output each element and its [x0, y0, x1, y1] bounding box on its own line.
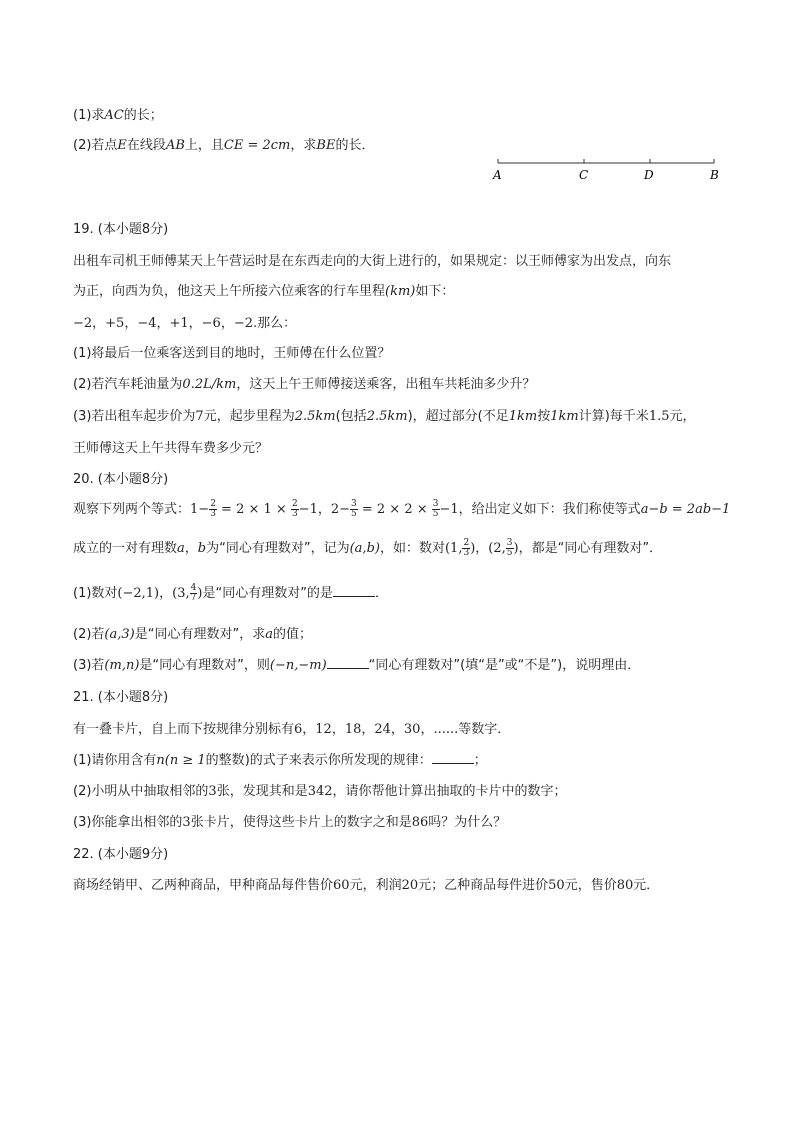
text: 元．: [633, 878, 660, 893]
math: (1,: [444, 541, 463, 556]
denominator: 3: [463, 548, 470, 558]
text: 元，起步里程为: [203, 409, 295, 424]
q19-sub3: [73, 405, 696, 424]
math: (−2,1): [117, 586, 160, 601]
text: ，请你帮他计算出抽取的卡片中的数字；: [332, 784, 567, 799]
text: ，: [184, 541, 198, 556]
fraction: [432, 500, 440, 519]
q22-header: 22. (本小题9分): [73, 847, 169, 862]
math: ): [470, 541, 476, 556]
q19-header: 19. (本小题8分): [73, 222, 169, 237]
q22-line1: [73, 874, 659, 893]
q21-line1: [73, 718, 510, 737]
q21-sub3: [73, 811, 506, 830]
numerator: 2: [210, 499, 216, 509]
text: 是“同心有理数对”的是: [202, 586, 333, 601]
label-c: C: [579, 168, 589, 182]
math-var: b: [197, 541, 207, 556]
text: 元，利润: [349, 878, 402, 893]
math: 0.2L/km: [182, 377, 237, 392]
text: (3)若出租车起步价为: [73, 409, 196, 424]
text: (2)若: [73, 627, 105, 642]
q18-part1: [73, 104, 163, 123]
text: ．: [374, 586, 388, 601]
q20-sub3: [73, 654, 640, 673]
text: 按: [537, 409, 551, 424]
q21-header: 21. (本小题8分): [73, 690, 169, 705]
text: 如下：: [415, 284, 455, 299]
text: ，都是“同心有理数对”．: [518, 541, 663, 556]
text: 吗？为什么？: [428, 815, 507, 830]
text: 为正，向西为负，他这天上午所接六位乘客的行车里程: [73, 284, 386, 299]
math: 342: [307, 784, 333, 799]
text: (填“是”或“不是”): [460, 658, 563, 673]
text: (1)求: [73, 108, 105, 123]
denominator: 5: [432, 509, 439, 519]
math: 6，12，18，24，30，......: [294, 722, 459, 737]
text: ，: [475, 541, 489, 556]
text: ，求: [290, 138, 317, 153]
q20-line2: [73, 537, 662, 558]
text: “同心有理数对”: [368, 658, 461, 673]
q19-text1: 出租车司机王师傅某天上午营运时是在东西走向的大街上进行的，如果规定：以王师傅家为出发点，向东: [73, 254, 672, 269]
q19-data: [73, 312, 296, 331]
numerator: 3: [351, 499, 357, 509]
text: 的值；: [272, 627, 312, 642]
text: ；: [473, 753, 487, 768]
q20-header: 20. (本小题8分): [73, 472, 169, 487]
q20-sub2: [73, 623, 312, 642]
math-var: a: [265, 627, 273, 642]
numerator: 4: [190, 583, 197, 593]
text: (2)若汽车耗油量为: [73, 377, 183, 392]
math-var: BE: [316, 138, 336, 153]
math-var: AC: [104, 108, 124, 123]
math-var: E: [117, 138, 127, 153]
text: 有一叠卡片，自上而下按规律分别标有: [73, 722, 295, 737]
math: n(n ≥ 1: [156, 753, 206, 768]
q18-part2: [73, 134, 374, 153]
text: 的长．: [335, 138, 375, 153]
q20-line1: [73, 498, 730, 519]
math: 60: [333, 878, 350, 893]
denominator: 7: [190, 593, 197, 603]
numerator: 3: [432, 499, 439, 509]
text: 是“同心有理数对”，则: [139, 658, 270, 673]
math: 2.5km: [366, 409, 408, 424]
math-var: AB: [165, 138, 185, 153]
q21-sub1: [73, 749, 487, 768]
text: (包括: [335, 409, 367, 424]
math: ，2−: [317, 502, 351, 517]
text: 的整数: [205, 753, 245, 768]
text: 上，且: [184, 138, 224, 153]
math-unit: (km): [385, 284, 416, 299]
math: (2,: [488, 541, 506, 556]
text: 张，发现其和是: [216, 784, 308, 799]
answer-blank: [333, 595, 375, 597]
text: (不足: [477, 409, 509, 424]
text: ，说明理由．: [562, 658, 641, 673]
label-a: A: [493, 168, 502, 182]
text: (3)若: [73, 658, 105, 673]
denominator: 5: [351, 509, 357, 519]
label-d: D: [644, 168, 654, 182]
q19-sub1: (1)将最后一位乘客送到目的地时，王师傅在什么位置？: [73, 346, 391, 361]
denominator: 3: [210, 509, 216, 519]
text: ，如：数对: [379, 541, 445, 556]
math: 20: [401, 878, 419, 893]
text: ，这天上午王师傅接送乘客，出租车共耗油多少升？: [236, 377, 536, 392]
text: )，超过部分: [407, 409, 478, 424]
math: (−n,−m): [269, 658, 327, 673]
math: ): [197, 586, 203, 601]
math: 7: [195, 409, 204, 424]
denominator: 3: [291, 509, 298, 519]
fraction: [506, 539, 514, 558]
text: (3)你能拿出相邻的: [73, 815, 183, 830]
math: 1−: [190, 502, 210, 517]
numerator: 2: [463, 538, 470, 548]
math: −1: [439, 502, 459, 517]
numerator: 3: [506, 538, 513, 548]
text: 商场经销甲、乙两种商品，甲种商品每件售价: [73, 878, 334, 893]
text: 元；乙种商品每件进价: [418, 878, 549, 893]
text: (1)数对: [73, 586, 118, 601]
math: (a,b): [349, 541, 380, 556]
text: (2)若点: [73, 138, 118, 153]
text: )的式子来表示你所发现的规律：: [244, 753, 432, 768]
math: ): [513, 541, 519, 556]
q20-sub1: [73, 582, 388, 603]
text: 等数字．: [458, 722, 511, 737]
text: .那么：: [252, 316, 297, 331]
math: 1km: [508, 409, 538, 424]
fraction: [291, 500, 299, 519]
math: 50: [548, 878, 565, 893]
math: a−b = 2ab−1: [640, 502, 731, 517]
q19-text2: [73, 280, 454, 299]
text: (2)小明从中抽取相邻的: [73, 784, 209, 799]
mileage-data: −2，+5，−4，+1，−6，−2: [73, 316, 253, 331]
text: 在线段: [126, 138, 166, 153]
math: = 2 × 2 ×: [357, 502, 432, 517]
answer-blank: [327, 667, 369, 669]
math: 3: [208, 784, 217, 799]
answer-blank: [432, 762, 474, 764]
segment-figure: [488, 155, 728, 189]
math: 1km: [550, 409, 579, 424]
text: (1)请你用含有: [73, 753, 157, 768]
math-var: a: [177, 541, 185, 556]
text: ，给出定义如下：我们称使等式: [458, 502, 641, 517]
math: −1: [298, 502, 318, 517]
text: 张卡片，使得这些卡片上的数字之和是: [190, 815, 412, 830]
text: 观察下列两个等式：: [73, 502, 191, 517]
text: 为“同心有理数对”，记为: [206, 541, 350, 556]
fraction: [209, 500, 217, 519]
math: (a,3): [104, 627, 135, 642]
math: (3,: [172, 586, 190, 601]
math: 80: [616, 878, 634, 893]
denominator: 5: [506, 548, 513, 558]
math: 1.5: [648, 409, 670, 424]
math: = 2 × 1 ×: [216, 502, 291, 517]
math: 2.5km: [294, 409, 336, 424]
math-eq: CE = 2cm: [223, 138, 291, 153]
math: 86: [411, 815, 429, 830]
label-b: B: [710, 168, 719, 182]
fraction: [350, 500, 358, 519]
text: 元，: [669, 409, 696, 424]
q19-sub3-cont: 王师傅这天上午共得车费多少元？: [73, 441, 269, 456]
text: 成立的一对有理数: [73, 541, 178, 556]
text: ，: [159, 586, 173, 601]
numerator: 2: [291, 499, 298, 509]
q19-sub2: [73, 373, 535, 392]
text: 计算: [578, 409, 605, 424]
q21-sub2: [73, 780, 567, 799]
text: 的长；: [123, 108, 163, 123]
text: 元，售价: [564, 878, 617, 893]
math: (m,n): [104, 658, 140, 673]
text: 是“同心有理数对”，求: [134, 627, 266, 642]
math: 3: [182, 815, 191, 830]
text: )每千米: [604, 409, 649, 424]
